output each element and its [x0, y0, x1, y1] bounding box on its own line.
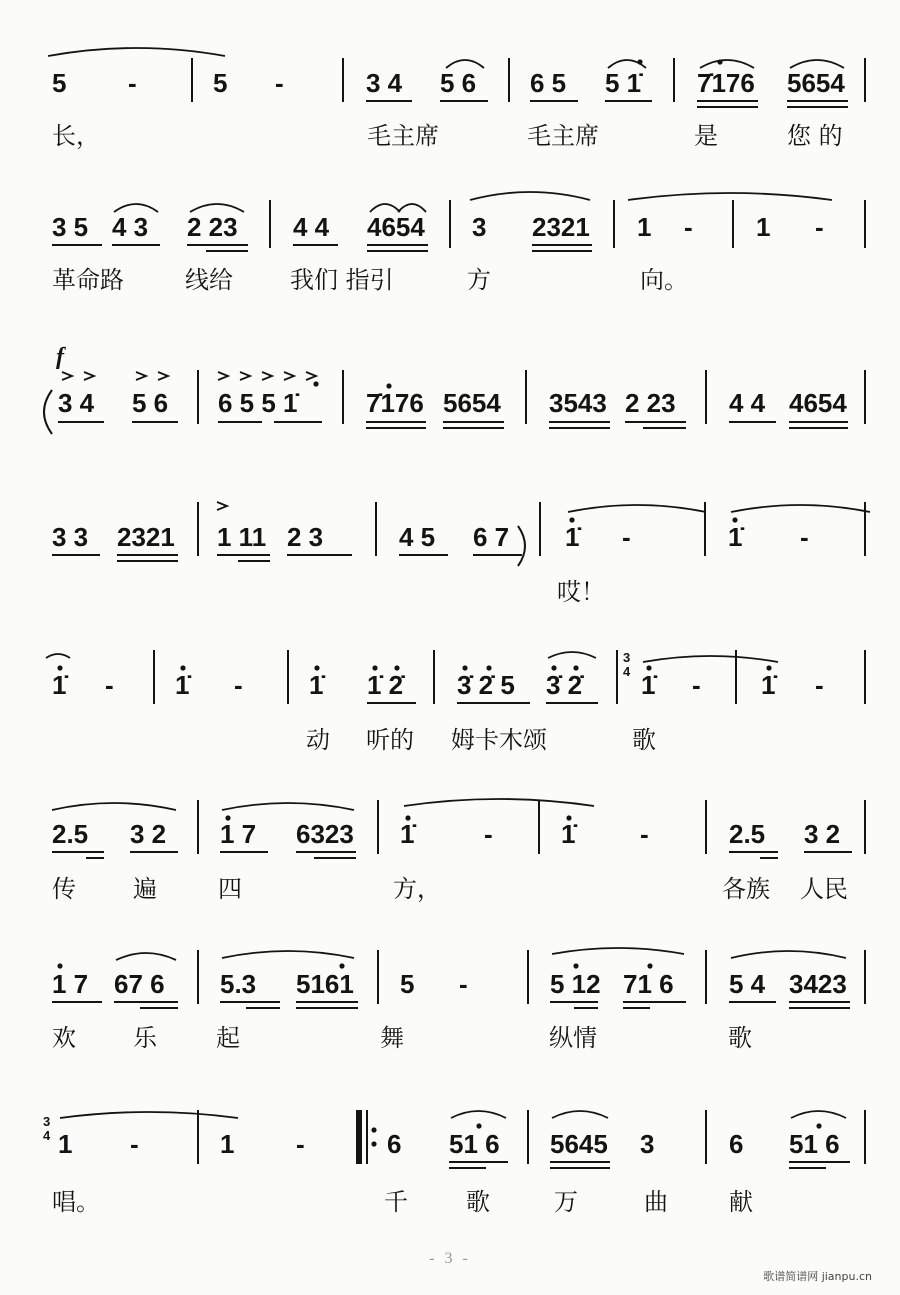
slur: [46, 654, 70, 658]
lyric: 千: [384, 1188, 408, 1216]
note: 3 2: [130, 819, 167, 849]
slur: [548, 652, 596, 658]
note: -: [692, 670, 701, 700]
note: 6 5 5 1̇: [218, 388, 298, 418]
octave-dot: [339, 963, 344, 968]
lyric: 起: [216, 1024, 240, 1052]
note: 4 4: [293, 212, 330, 242]
note: 3: [640, 1129, 655, 1159]
note: 5654: [443, 388, 501, 418]
note: 5 6: [440, 68, 477, 98]
note: -: [815, 670, 824, 700]
lyric: 献: [729, 1188, 753, 1216]
note: -: [484, 819, 493, 849]
lyric: 哎！: [557, 578, 605, 606]
slur: [190, 204, 244, 212]
note: -: [640, 819, 649, 849]
slur: [446, 60, 484, 68]
octave-dot: [313, 381, 318, 386]
note: -: [815, 212, 824, 242]
slur: [114, 204, 158, 212]
lyric: 遍: [133, 875, 157, 903]
lyric: 方: [467, 266, 491, 294]
note: 6323: [296, 819, 354, 849]
note: 71 6: [623, 969, 674, 999]
note: 5 4: [729, 969, 766, 999]
note: 4654: [367, 212, 425, 242]
note: 7̇176: [697, 68, 755, 98]
octave-dot: [476, 1123, 481, 1128]
note: 5161: [296, 969, 354, 999]
dynamic-forte: f: [56, 344, 64, 370]
octave-dot: [816, 1123, 821, 1128]
note: 1̇: [641, 670, 656, 700]
slur: [568, 505, 706, 512]
closing-parenthesis: [518, 526, 525, 566]
repeat-sign: [356, 1110, 362, 1164]
lyric: 歌: [728, 1024, 752, 1052]
note: 5 6: [132, 388, 169, 418]
note: 1: [637, 212, 652, 242]
note: 1̇: [561, 819, 576, 849]
opening-parenthesis: [44, 390, 52, 434]
slur: [404, 799, 594, 806]
lyric: 线给: [185, 266, 233, 294]
note: 3̇ 2̇: [546, 670, 583, 700]
octave-dot: [717, 59, 722, 64]
note: 51 6: [789, 1129, 840, 1159]
lyric: 方，: [393, 875, 441, 903]
accent-mark: [284, 372, 294, 380]
accent-mark: [262, 372, 272, 380]
note: 3: [472, 212, 487, 242]
note: 2321: [532, 212, 590, 242]
note: 5: [400, 969, 415, 999]
time-signature-bottom: 4: [623, 664, 631, 679]
note: 3 3: [52, 522, 89, 552]
slur: [700, 60, 754, 68]
note: 4 5: [399, 522, 436, 552]
slur: [116, 953, 176, 960]
note: 1̇: [52, 670, 67, 700]
lyric: 舞: [380, 1024, 404, 1052]
note: 4 4: [729, 388, 766, 418]
note: -: [130, 1129, 139, 1159]
lyric: 四: [218, 875, 242, 903]
slur: [628, 193, 832, 200]
accent-mark: [240, 372, 250, 380]
page-number: - 3 -: [429, 1250, 471, 1267]
slur: [60, 1112, 238, 1118]
slur: [791, 1111, 846, 1118]
lyric: 各族: [722, 875, 770, 903]
note: 6 5: [530, 68, 567, 98]
note: 2 3: [287, 522, 324, 552]
score-text: [43, 68, 848, 1216]
note: 3 2: [804, 819, 841, 849]
lyric: 乐: [133, 1024, 157, 1052]
lyric: 向。: [640, 266, 688, 294]
note: 5654: [787, 68, 845, 98]
lyric: 毛主席: [367, 122, 439, 150]
octave-dot: [57, 963, 62, 968]
lyric: 欢: [52, 1024, 76, 1052]
note: 5.3: [220, 969, 257, 999]
note: 3 4: [366, 68, 403, 98]
note: -: [684, 212, 693, 242]
accent-mark: [158, 372, 168, 380]
note: 6: [729, 1129, 744, 1159]
note: 6: [387, 1129, 402, 1159]
accent-mark: [136, 372, 146, 380]
note: 2 23: [625, 388, 676, 418]
note: -: [234, 670, 243, 700]
slur: [52, 803, 176, 810]
lyric: 万: [554, 1188, 578, 1216]
lyric: 动: [306, 726, 330, 754]
lyric: 您 的: [787, 122, 843, 150]
slur: [552, 1111, 608, 1118]
note: 67 6: [114, 969, 165, 999]
note: 5645: [550, 1129, 608, 1159]
note: 5: [213, 68, 228, 98]
octave-dot: [371, 1127, 376, 1132]
slur: [731, 951, 846, 958]
note: 2321: [117, 522, 175, 552]
slur: [48, 48, 225, 56]
note: 1̇: [761, 670, 776, 700]
note: 1: [58, 1129, 73, 1159]
note: 5: [52, 68, 67, 98]
lyric: 我们 指引: [290, 266, 394, 294]
note: 1̇ 2̇: [367, 670, 404, 700]
lyric: 毛主席: [527, 122, 599, 150]
note: 1̇: [175, 670, 190, 700]
note: 3543: [549, 388, 607, 418]
slur: [790, 60, 844, 68]
slur: [552, 948, 684, 954]
watermark: 歌谱简谱网 jianpu.cn: [763, 1270, 872, 1283]
octave-dot: [647, 963, 652, 968]
note: 1 11: [217, 522, 267, 552]
note: 5 12: [550, 969, 601, 999]
note: 6 7: [473, 522, 510, 552]
lyric: 唱。: [52, 1188, 100, 1216]
lyric: 革命路: [52, 266, 124, 294]
note: 2.5: [52, 819, 89, 849]
lyric: 歌: [632, 726, 656, 754]
note: 1 7: [220, 819, 257, 849]
score-marks: [44, 48, 870, 1168]
octave-dot: [637, 59, 642, 64]
note: 3̇ 2̇ 5: [457, 670, 515, 700]
note: 1̇: [728, 522, 743, 552]
slur: [470, 192, 590, 200]
accent-mark: [217, 502, 227, 510]
lyric: 听的: [366, 726, 414, 754]
lyric: 纵情: [549, 1024, 597, 1052]
note: -: [296, 1129, 305, 1159]
lyric: 长，: [52, 122, 100, 150]
note: 2.5: [729, 819, 766, 849]
note: 51 6: [449, 1129, 500, 1159]
note: 1̇: [309, 670, 324, 700]
note: 1̇: [565, 522, 580, 552]
note: 2 23: [187, 212, 238, 242]
note: 4 3: [112, 212, 149, 242]
octave-dot: [573, 963, 578, 968]
note: 1̇: [400, 819, 415, 849]
note: 1 7: [52, 969, 89, 999]
slur: [451, 1111, 506, 1118]
lyric: 传: [52, 875, 76, 903]
time-signature-top: 3: [43, 1114, 51, 1129]
accent-mark: [218, 372, 228, 380]
note: -: [459, 969, 468, 999]
lyric: 歌: [466, 1188, 490, 1216]
accent-mark: [84, 372, 94, 380]
note: 4654: [789, 388, 847, 418]
slur: [222, 803, 354, 810]
slur: [222, 951, 354, 958]
note: -: [622, 522, 631, 552]
octave-dot: [371, 1141, 376, 1146]
note: -: [105, 670, 114, 700]
time-signature-bottom: 4: [43, 1128, 51, 1143]
lyric: 是: [694, 122, 718, 150]
note: -: [128, 68, 137, 98]
note: 3 4: [58, 388, 95, 418]
slur: [731, 505, 870, 512]
note: 1: [756, 212, 771, 242]
note: 5 1̇: [605, 68, 642, 98]
time-signature-top: 3: [623, 650, 631, 665]
lyric: 曲: [644, 1188, 668, 1216]
note: 3 5: [52, 212, 89, 242]
lyric: 人民: [800, 875, 848, 903]
note: -: [275, 68, 284, 98]
accent-mark: [62, 372, 72, 380]
note: -: [800, 522, 809, 552]
note: 3423: [789, 969, 847, 999]
note: 7̇176: [366, 388, 424, 418]
slur: [398, 204, 426, 212]
lyric: 姆卡木颂: [451, 726, 547, 754]
accent-mark: [306, 372, 316, 380]
slur: [643, 656, 778, 662]
note: 1: [220, 1129, 235, 1159]
slur: [370, 204, 400, 212]
